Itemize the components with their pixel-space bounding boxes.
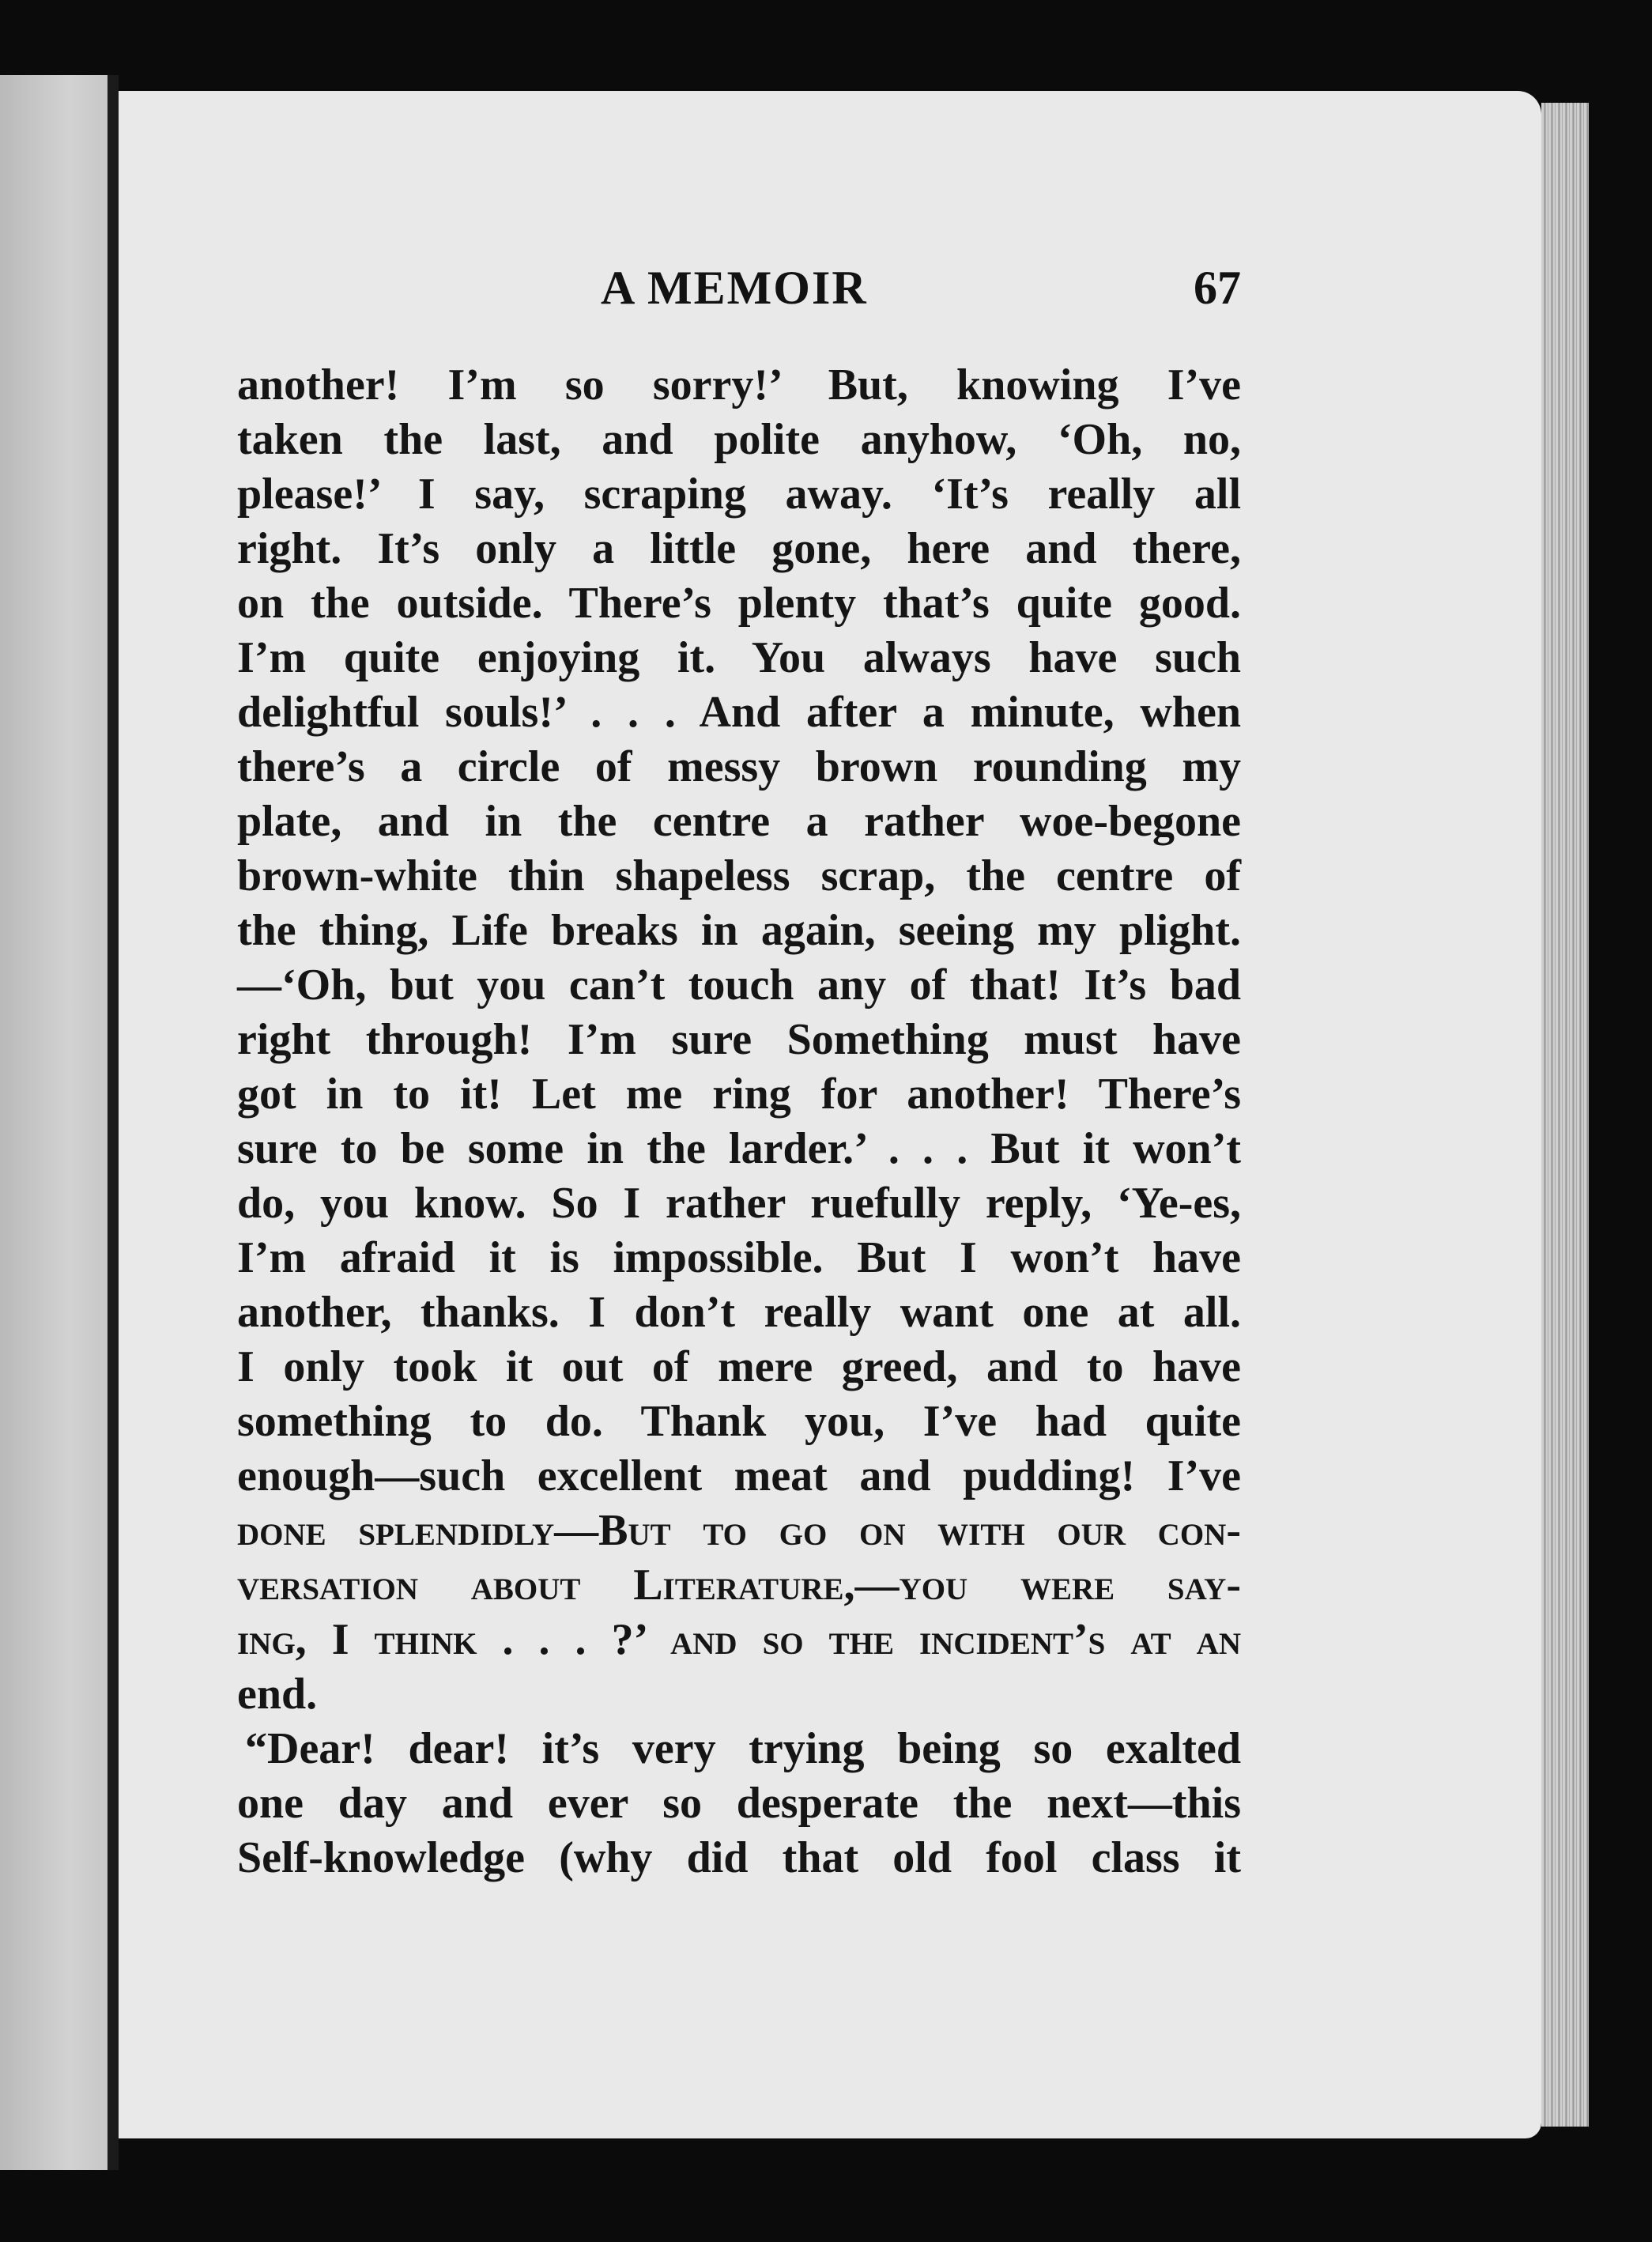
text-line: taken the last, and polite anyhow, ‘Oh, no,: [237, 415, 1241, 464]
text-line: versation about Literature,—you were say-: [237, 1561, 1241, 1610]
text-line: right through! I’m sure Something must have: [237, 1015, 1241, 1064]
running-head: A MEMOIR: [601, 262, 868, 314]
text-line: done splendidly—But to go on with our con-: [237, 1506, 1241, 1555]
text-line: brown-white thin shapeless scrap, the centre of: [237, 851, 1241, 900]
text-line: sure to be some in the larder.’ . . . But it won’t: [237, 1124, 1241, 1173]
text-line: on the outside. There’s plenty that’s quite good.: [237, 579, 1241, 628]
text-line: I’m quite enjoying it. You always have such: [237, 633, 1241, 682]
text-line: plate, and in the centre a rather woe-begone: [237, 797, 1241, 846]
page-edges: [1541, 103, 1589, 2127]
text-line: something to do. Thank you, I’ve had quite: [237, 1397, 1241, 1446]
page-number: 67: [1194, 262, 1241, 314]
text-line: “Dear! dear! it’s very trying being so exalted: [245, 1724, 1241, 1773]
text-line: Self-knowledge (why did that old fool class it: [237, 1833, 1241, 1882]
text-line: there’s a circle of messy brown rounding my: [237, 742, 1241, 791]
text-line: I’m afraid it is impossible. But I won’t have: [237, 1233, 1241, 1282]
text-line: delightful souls!’ . . . And after a minute, when: [237, 688, 1241, 737]
text-line: enough—such excellent meat and pudding! I’ve: [237, 1451, 1241, 1500]
text-line: —‘Oh, but you can’t touch any of that! It’s bad: [237, 961, 1241, 1010]
text-line: do, you know. So I rather ruefully reply, ‘Ye-es,: [237, 1179, 1241, 1228]
left-facing-page: [0, 75, 117, 2170]
text-line: another, thanks. I don’t really want one at all.: [237, 1288, 1241, 1337]
text-line: got in to it! Let me ring for another! There’s: [237, 1070, 1241, 1119]
text-line: I only took it out of mere greed, and to have: [237, 1342, 1241, 1391]
text-line: the thing, Life breaks in again, seeing my plight.: [237, 906, 1241, 955]
text-line: end.: [237, 1670, 318, 1719]
text-line: another! I’m so sorry!’ But, knowing I’ve: [237, 360, 1241, 410]
text-line: please!’ I say, scraping away. ‘It’s really all: [237, 470, 1241, 519]
text-line: one day and ever so desperate the next—this: [237, 1779, 1241, 1828]
text-line: ing, I think . . . ?’ and so the incident’s at an: [237, 1615, 1241, 1664]
text-line: right. It’s only a little gone, here and there,: [237, 524, 1241, 573]
body-text: [237, 358, 1241, 1885]
page-header: [237, 261, 1241, 324]
book-gutter: [107, 75, 119, 2170]
